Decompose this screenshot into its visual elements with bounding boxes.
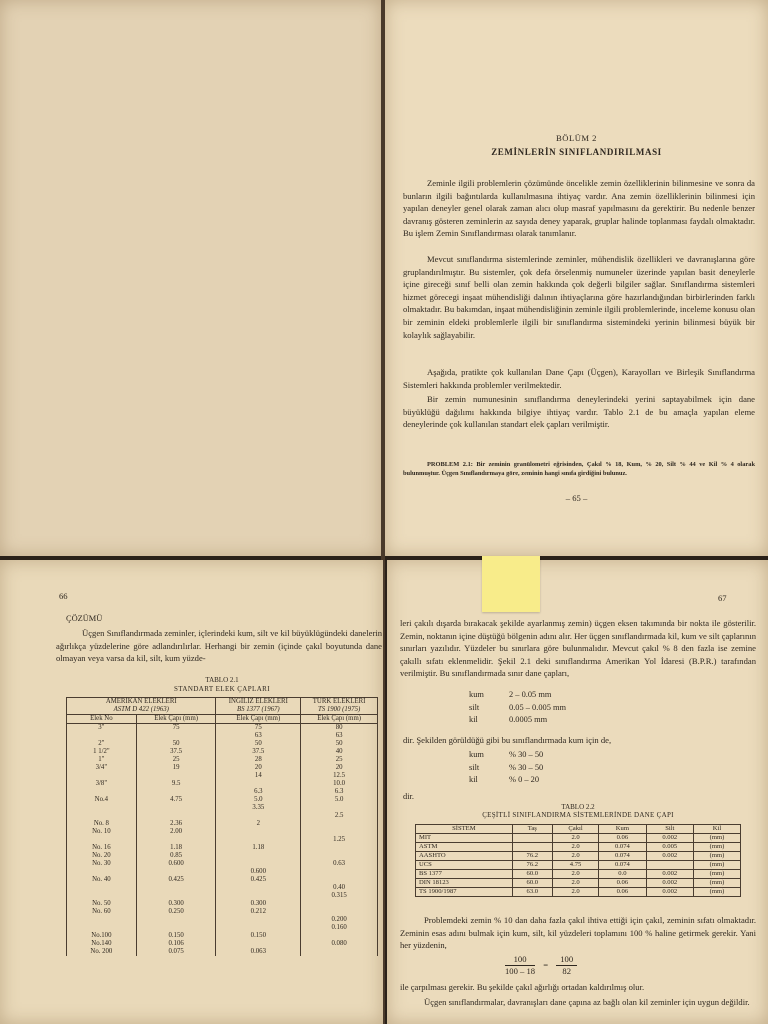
sieve-table-cell: 0.200 (301, 916, 378, 924)
header-clay: Kil (693, 825, 740, 834)
limit-row: kum 2 – 0.05 mm (469, 690, 552, 699)
grain-table-cell: TS 1900/1987 (416, 888, 513, 897)
sieve-table-row (67, 764, 378, 772)
sieve-table-cell: 3/8" (67, 780, 137, 788)
sieve-table-cell: 1.18 (136, 844, 216, 852)
range-row: silt % 30 – 50 (469, 762, 544, 772)
grain-table-cell (512, 834, 552, 843)
sieve-table-cell: 0.425 (216, 876, 301, 884)
sieve-table-cell (301, 932, 378, 940)
page-67-paragraph-1: leri çakılı dışarda bırakacak şekilde ayarlanmış zemin) üçgen eksen takımında bir nokta ile gösterilir. Zemin, noktanın içine düştüğü bölgenin adını alır. Her üçgen sınıflandırmada kil, kum ve silt çaplarının sınırları yazılıdır. Yüzdeler bu sınırlara göre bulunmalıdır. Mevcut çakıl % 8 den fazla ise zemine çakıllı sıfatı eklenmelidir. Şekil 2.1 deki sınıflandırma Amerikan Yol İdaresi (B.P.R.) tarafından verilmiştir. Bu sınıflandırmada sınır dane çapları, (400, 618, 756, 679)
sieve-table-cell: No. 10 (67, 828, 137, 836)
sieve-table-cell: 2.36 (136, 820, 216, 828)
blank-left-page (0, 0, 381, 556)
sieve-table-cell (301, 828, 378, 836)
sieve-table-cell (136, 884, 216, 892)
sieve-table-cell: 20 (301, 764, 378, 772)
sieve-table-cell (67, 868, 137, 876)
sieve-table-cell: 1.18 (216, 844, 301, 852)
grain-table-cell: (mm) (693, 861, 740, 870)
subheader-astm-mm: Elek Çapı (mm) (136, 715, 216, 724)
sieve-table-row (67, 940, 378, 948)
sieve-table-cell: 0.85 (136, 852, 216, 860)
sieve-table-cell: 0.250 (136, 908, 216, 916)
sieve-table-cell: 0.075 (136, 948, 216, 956)
range-row: kil % 0 – 20 (469, 775, 540, 785)
sieve-table-cell: 0.63 (301, 860, 378, 868)
sieve-table-cell: 25 (301, 756, 378, 764)
grain-table-cell: 0.002 (646, 888, 693, 897)
sieve-table-row (67, 796, 378, 804)
sieve-table-cell: 63 (216, 732, 301, 740)
header-system: SİSTEM (416, 825, 513, 834)
sieve-table-cell: 1 1/2" (67, 748, 137, 756)
sieve-table-cell (136, 804, 216, 812)
sieve-table-row (67, 932, 378, 940)
header-stone: Taş (512, 825, 552, 834)
page-67-paragraph-2: dir. Şekilden görüldüğü gibi bu sınıflandırmada kum için de, (403, 735, 612, 745)
sieve-table-cell: 10.0 (301, 780, 378, 788)
chapter-page (385, 0, 768, 556)
sieve-table-cell (216, 940, 301, 948)
grain-table-row (416, 834, 741, 843)
grain-table-cell: MIT (416, 834, 513, 843)
grain-table-cell: (mm) (693, 843, 740, 852)
sieve-table-cell: 4.75 (136, 796, 216, 804)
sieve-table-row (67, 772, 378, 780)
sieve-table-cell (67, 732, 137, 740)
sieve-table-row (67, 740, 378, 748)
grain-size-table (415, 824, 741, 897)
grain-table-cell: (mm) (693, 870, 740, 879)
range-row: kum % 30 – 50 (469, 750, 544, 759)
grain-size-limits (469, 689, 566, 727)
sieve-table-cell: 5.0 (301, 796, 378, 804)
grain-table-cell: BS 1377 (416, 870, 513, 879)
sieve-table-row (67, 756, 378, 764)
sieve-table-cell: 0.150 (216, 932, 301, 940)
sieve-table-cell: No. 50 (67, 900, 137, 908)
sieve-table-cell (67, 788, 137, 796)
sieve-table-row (67, 804, 378, 812)
fraction-denominator-1: 100 – 18 (505, 966, 536, 976)
sieve-table-cell (136, 836, 216, 844)
problem-statement: PROBLEM 2.1: Bir zeminin granülometri eğrisinden, Çakıl % 18, Kum, % 20, Silt % 44 ve Kil % 4 olarak bulunmuştur. Üçgen Sınıflandırmaya göre, zeminin hangi sınıfa girdiğini bulunuz. (403, 461, 755, 477)
header-sand: Kum (599, 825, 646, 834)
sieve-table-cell (216, 884, 301, 892)
grain-table-cell: 0.002 (646, 852, 693, 861)
page-66 (0, 560, 383, 1024)
grain-table-cell: (mm) (693, 879, 740, 888)
table-group-british: İNGİLİZ ELEKLERİ BS 1377 (1967) (216, 698, 301, 715)
grain-table-cell: 0.002 (646, 879, 693, 888)
sieve-table-cell: 0.212 (216, 908, 301, 916)
solution-paragraph: Üçgen Sınıflandırmada zeminler, içlerindeki kum, silt ve kil büyüklügündeki danelerin ağırlıkça yüzdelerine göre adlandırılırlar. Herhangi bir zemin (içinde çakıl boyutunda dane olmayan veya varsa da kil, silt, kum yüzde- (56, 628, 382, 664)
sieve-table-cell (136, 812, 216, 820)
sieve-table-row (67, 724, 378, 733)
sieve-table-cell: No.4 (67, 796, 137, 804)
sieve-table-cell: 1" (67, 756, 137, 764)
sieve-table-cell: 3.35 (216, 804, 301, 812)
sieve-table-cell (301, 900, 378, 908)
sieve-table-cell: 0.300 (136, 900, 216, 908)
grain-table-cell: 60.0 (512, 879, 552, 888)
subheader-bs-mm: Elek Çapı (mm) (216, 715, 301, 724)
sticky-note (482, 556, 540, 612)
sieve-table-row (67, 732, 378, 740)
sieve-table-cell (136, 772, 216, 780)
sieve-table-row (67, 924, 378, 932)
sieve-table-row (67, 892, 378, 900)
sieve-table-cell: 6.3 (216, 788, 301, 796)
sieve-table-cell (301, 868, 378, 876)
page-67 (387, 560, 768, 1024)
sieve-table-cell: 19 (136, 764, 216, 772)
sieve-table-row (67, 860, 378, 868)
sieve-table-cell (301, 804, 378, 812)
chapter-label: BÖLÜM 2 (556, 133, 597, 143)
sieve-table-cell (301, 908, 378, 916)
sieve-table-cell (67, 884, 137, 892)
sieve-table-cell: 0.315 (301, 892, 378, 900)
sieve-table-cell (301, 948, 378, 956)
dir-text: dir. (403, 792, 414, 801)
grain-table-cell: 2.0 (552, 870, 598, 879)
sieve-table-cell: 0.425 (136, 876, 216, 884)
sieve-table-cell (67, 924, 137, 932)
sieve-table-row (67, 876, 378, 884)
intro-paragraph-1: Zeminle ilgili problemlerin çözümünde öncelikle zemin özelliklerinin bilinmesine ve sonra da bunların ilgili bağıntılarda kullanılmasına ihtiyaç vardır. Ana zemin özelliklerinin bilinmesi için yapılan deneyler genel olarak zaman alıcı olup masraf yapılmasını da gerektirir. Bu nedenle benzer davranış gösteren zeminlerin az sayıda deney yaparak, gruplar halinde toplanması faydalı olmaktadır. Bu işlem Zemin Sınıflandırması olarak tanımlanır. (403, 178, 755, 239)
grain-table-row (416, 852, 741, 861)
sieve-table-cell (216, 860, 301, 868)
table-group-american: AMERİKAN ELEKLERİ ASTM D 422 (1963) (67, 698, 216, 715)
intro-paragraph-2: Mevcut sınıflandırma sistemlerinde zeminler, mühendislik özellikleri ve davranışlarına göre gruplandırılmıştır. Bu sistemler, çok defa örselenmiş numuneler üzerinde yapılan basit deneylerle içine gireceği sınıf belli olan zemin hakkında çok değerli bilgiler sağlar. Sınıflandırma sistemleri hizmet görecegi inşaat mühendisliği dalının ihtiyaçlarına göre hazırlandığından birbirlerinden farklı olmaktadır. Bu bakımdan, inşaat mühendisliğinin zeminle ilgili problemlerinde, inceleme konusu olan bir zeminin eldeki problemlerle ilgili bir sınıflandırma sistemindeki yerinin bilinmesi büyük bir kolaylık sağlayabilir. (403, 254, 755, 340)
sieve-table-row (67, 836, 378, 844)
grain-table-cell: 0.0 (599, 870, 646, 879)
sieve-table-cell: 50 (216, 740, 301, 748)
grain-table-cell: 0.06 (599, 834, 646, 843)
table-2-2-subtitle: ÇEŞİTLİ SINIFLANDIRMA SİSTEMLERİNDE DANE ÇAPI (482, 811, 674, 819)
sieve-table-cell: 0.300 (216, 900, 301, 908)
grain-table-cell (646, 861, 693, 870)
sieve-table-row (67, 868, 378, 876)
sieve-table-row (67, 820, 378, 828)
table-2-1-title: TABLO 2.1 (205, 676, 239, 684)
sieve-table-cell (67, 812, 137, 820)
sieve-table-cell: 0.40 (301, 884, 378, 892)
fraction-denominator-2: 82 (562, 966, 571, 976)
header-gravel: Çakıl (552, 825, 598, 834)
header-silt: Silt (646, 825, 693, 834)
sieve-table-cell (67, 916, 137, 924)
sieve-table-cell (216, 892, 301, 900)
sieve-table-cell: No. 60 (67, 908, 137, 916)
grain-table-row (416, 861, 741, 870)
sieve-table-cell: 2" (67, 740, 137, 748)
sieve-table-cell: 28 (216, 756, 301, 764)
sieve-table-cell (301, 844, 378, 852)
grain-table-cell: 76.2 (512, 861, 552, 870)
subheader-sieve-no: Elek No (67, 715, 137, 724)
sieve-table-cell (216, 780, 301, 788)
sieve-table-cell (216, 812, 301, 820)
sieve-table-cell: 37.5 (216, 748, 301, 756)
sieve-table-cell (216, 836, 301, 844)
grain-table-cell: (mm) (693, 888, 740, 897)
limit-row: silt 0.05 – 0.005 mm (469, 702, 566, 712)
sieve-table-row (67, 780, 378, 788)
sieve-table-cell: 5.0 (216, 796, 301, 804)
grain-table-cell: 0.06 (599, 879, 646, 888)
sieve-table-cell: 12.5 (301, 772, 378, 780)
fraction-numerator-1: 100 (505, 954, 535, 966)
sieve-table-cell (301, 820, 378, 828)
sieve-table-cell: 37.5 (136, 748, 216, 756)
page-67-paragraph-3: Problemdeki zemin % 10 dan daha fazla çakıl ihtiva ettiği için çakıl, zeminin sıfatı olmaktadır. Zeminin esas adını bulmak için kum, silt, kil yüzdeleri toplamını 100 % haline getirmek gerekir. Yani her yüzdenin, (400, 915, 756, 951)
sieve-table-cell: 63 (301, 732, 378, 740)
sieve-table-cell (136, 924, 216, 932)
sieve-table-cell (67, 772, 137, 780)
page-number-66: 66 (59, 591, 68, 601)
grain-table-row (416, 870, 741, 879)
sieve-table-cell: No. 20 (67, 852, 137, 860)
sieve-table-cell: 2 (216, 820, 301, 828)
sieve-table-row (67, 748, 378, 756)
sieve-table-cell: 80 (301, 724, 378, 733)
sieve-table-cell: No. 200 (67, 948, 137, 956)
sieve-table-row (67, 828, 378, 836)
table-2-2-title: TABLO 2.2 (561, 803, 595, 811)
grain-table-cell: 0.06 (599, 888, 646, 897)
grain-table-cell: (mm) (693, 852, 740, 861)
sieve-table-cell: 2.00 (136, 828, 216, 836)
grain-table-row (416, 843, 741, 852)
sieve-table-cell: No.140 (67, 940, 137, 948)
sieve-table-cell (136, 892, 216, 900)
grain-table-cell: 76.2 (512, 852, 552, 861)
sieve-table-row (67, 844, 378, 852)
grain-table-cell: 0.005 (646, 843, 693, 852)
intro-paragraph-3: Aşağıda, pratikte çok kullanılan Dane Çapı (Üçgen), Karayolları ve Birleşik Sınıflandırma Sistemleri hakkında problemler verilmektedir. (403, 367, 755, 390)
grain-table-cell: 63.0 (512, 888, 552, 897)
page-67-paragraph-4: ile çarpılması gerekir. Bu şekilde çakıl ağırlığı ortadan kaldırılmış olur. (400, 982, 645, 992)
sieve-table-row (67, 788, 378, 796)
grain-table-cell: 2.0 (552, 834, 598, 843)
sieve-table-cell: No. 40 (67, 876, 137, 884)
sieve-table (66, 697, 378, 956)
fraction-expression: $\frac{100}{100 - 18}$ = $\frac{100}{82}$ (505, 954, 577, 977)
fraction-numerator-2: 100 (556, 954, 577, 966)
grain-table-cell (512, 843, 552, 852)
grain-table-cell: ASTM (416, 843, 513, 852)
grain-table-cell: 0.002 (646, 834, 693, 843)
chapter-title: ZEMİNLERİN SINIFLANDIRILMASI (491, 147, 662, 157)
sieve-table-cell: 2.5 (301, 812, 378, 820)
sieve-table-cell: 14 (216, 772, 301, 780)
sieve-table-cell: 0.600 (216, 868, 301, 876)
sieve-table-cell (216, 852, 301, 860)
grain-table-row (416, 879, 741, 888)
grain-table-cell: DIN 18123 (416, 879, 513, 888)
sieve-table-cell (216, 924, 301, 932)
grain-table-cell: 2.0 (552, 843, 598, 852)
limit-row: kil 0.0005 mm (469, 715, 548, 725)
sieve-table-cell: 50 (301, 740, 378, 748)
grain-table-cell: 4.75 (552, 861, 598, 870)
page-number-67: 67 (718, 593, 727, 603)
sieve-table-cell (136, 732, 216, 740)
sieve-table-cell (67, 836, 137, 844)
sieve-table-cell: 0.150 (136, 932, 216, 940)
solution-heading: ÇÖZÜMÜ (66, 614, 103, 623)
sieve-table-row (67, 812, 378, 820)
table-2-1-subtitle: STANDART ELEK ÇAPLARI (174, 685, 270, 693)
sieve-table-cell: 0.600 (136, 860, 216, 868)
sieve-table-cell (136, 916, 216, 924)
sieve-table-row (67, 948, 378, 956)
sieve-table-cell (216, 916, 301, 924)
sieve-table-cell: No. 8 (67, 820, 137, 828)
sieve-table-cell: 40 (301, 748, 378, 756)
sieve-table-cell: No.100 (67, 932, 137, 940)
grain-table-cell: 2.0 (552, 852, 598, 861)
sieve-table-cell: 6.3 (301, 788, 378, 796)
sieve-table-cell: 20 (216, 764, 301, 772)
loam-ranges (469, 749, 543, 787)
sieve-table-row (67, 884, 378, 892)
page-number-65: – 65 – (565, 493, 588, 503)
sieve-table-cell (301, 876, 378, 884)
grain-table-cell: 0.074 (599, 861, 646, 870)
sieve-table-cell: No. 16 (67, 844, 137, 852)
sieve-table-cell (301, 852, 378, 860)
sieve-table-cell: 3/4" (67, 764, 137, 772)
subheader-ts-mm: Elek Çapı (mm) (301, 715, 378, 724)
sieve-table-cell: 75 (216, 724, 301, 733)
sieve-table-row (67, 916, 378, 924)
grain-table-cell: 2.0 (552, 888, 598, 897)
grain-table-cell: UCS (416, 861, 513, 870)
page-67-paragraph-5: Üçgen sınıflandırmalar, davranışları dane çapına az bağlı olan kil zeminler için uygun değildir. (424, 997, 750, 1007)
grain-table-cell: (mm) (693, 834, 740, 843)
sieve-table-cell: 50 (136, 740, 216, 748)
grain-table-cell: 0.074 (599, 852, 646, 861)
sieve-table-row (67, 908, 378, 916)
sieve-table-cell: 0.063 (216, 948, 301, 956)
table-group-turkish: TÜRK ELEKLERİ TS 1900 (1975) (301, 698, 378, 715)
grain-table-cell: 60.0 (512, 870, 552, 879)
sieve-table-cell (136, 868, 216, 876)
sieve-table-cell (136, 788, 216, 796)
sieve-table-cell: 1.25 (301, 836, 378, 844)
sieve-table-cell (216, 828, 301, 836)
sieve-table-cell: No. 30 (67, 860, 137, 868)
grain-table-cell: 2.0 (552, 879, 598, 888)
grain-table-cell: 0.074 (599, 843, 646, 852)
sieve-table-cell: 25 (136, 756, 216, 764)
grain-table-cell: AASHTO (416, 852, 513, 861)
sieve-table-cell: 9.5 (136, 780, 216, 788)
sieve-table-cell: 0.160 (301, 924, 378, 932)
grain-table-cell: 0.002 (646, 870, 693, 879)
sieve-table-cell (67, 804, 137, 812)
sieve-table-row (67, 852, 378, 860)
sieve-table-cell: 0.080 (301, 940, 378, 948)
sieve-table-cell (67, 892, 137, 900)
grain-table-row (416, 888, 741, 897)
sieve-table-cell: 0.106 (136, 940, 216, 948)
sieve-table-cell: 75 (136, 724, 216, 733)
sieve-table-row (67, 900, 378, 908)
intro-paragraph-4: Bir zemin numunesinin sınıflandırma deneylerindeki yerini saptayabilmek için dane büyüklüğü dağılımı hakkında bilgiye ihtiyaç vardır. Tablo 2.1 de bu amaçla yapılan eleme deneylerinde çok kullanılan standart elek çapları verilmiştir. (403, 394, 755, 430)
sieve-table-cell: 3" (67, 724, 137, 733)
